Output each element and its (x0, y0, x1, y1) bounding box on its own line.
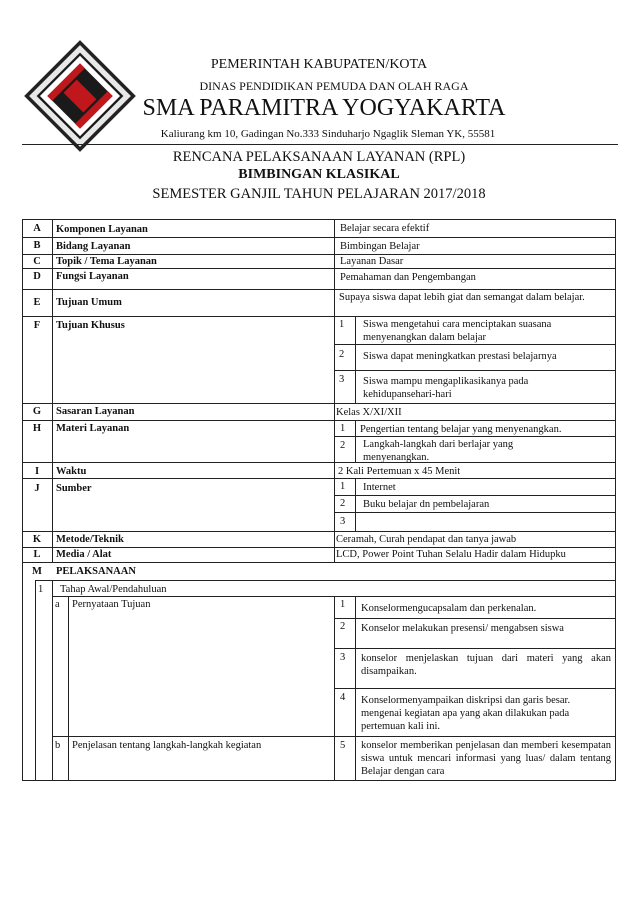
row-h-item-2-number: 2 (340, 440, 346, 451)
step-3-text: konselor menjelaskan tujuan dari materi yang akan disampaikan. (361, 653, 611, 677)
row-i-key: Waktu (56, 466, 87, 477)
row-j-item-1-number: 1 (340, 481, 346, 492)
row-b-value: Bimbingan Belajar (340, 241, 420, 252)
row-k-label: K (32, 534, 42, 545)
row-f-item-3-text: Siswa mampu mengaplikasikanya pada kehidupansehari-hari (363, 376, 529, 400)
row-e-key: Tujuan Umum (56, 297, 122, 308)
row-j-item-3-number: 3 (340, 516, 346, 527)
row-k-value: Ceramah, Curah pendapat dan tanya jawab (336, 534, 517, 545)
step-4-text: Konselormenyampaikan diskripsi dan garis besar. mengenai kegiatan apa yang akan dilakukan pada pertemuan kali ini. (361, 695, 571, 732)
row-j-item-2-text: Buku belajar dn pembelajaran (363, 499, 490, 510)
row-c-key: Topik / Tema Layanan (56, 256, 157, 267)
row-j-item-1-text: Internet (363, 482, 396, 493)
row-j-item-2-number: 2 (340, 498, 346, 509)
row-f-item-2-text: Siswa dapat meningkatkan prestasi belajarnya (363, 351, 557, 362)
row-a-value: Belajar secara efektif (340, 223, 430, 234)
step-1-number: 1 (340, 599, 346, 610)
step-2-number: 2 (340, 621, 346, 632)
doc-subtitle: BIMBINGAN KLASIKAL (238, 167, 400, 182)
row-h-key: Materi Layanan (56, 423, 130, 434)
row-h-item-2-text: Langkah-langkah dari berlajar yang menyenangkan. (363, 439, 514, 463)
row-h-item-1-text: Pengertian tentang belajar yang menyenangkan. (360, 424, 562, 435)
row-f-item-3-number: 3 (339, 374, 345, 385)
row-l-label: L (33, 549, 41, 560)
row-a-label: A (33, 223, 41, 234)
header-address: Kaliurang km 10, Gadingan No.333 Sinduharjo Ngaglik Sleman YK, 55581 (160, 128, 496, 140)
row-g-key: Sasaran Layanan (56, 406, 135, 417)
row-d-label: D (33, 271, 41, 282)
header-divider (22, 144, 618, 145)
stage-title: Tahap Awal/Pendahuluan (60, 584, 167, 595)
step-4-number: 4 (340, 692, 346, 703)
doc-title: RENCANA PELAKSANAAN LAYANAN (RPL) (172, 149, 466, 165)
stage-number: 1 (38, 584, 44, 595)
row-k-key: Metode/Teknik (56, 534, 124, 545)
row-e-value: Supaya siswa dapat lebih giat dan semangat dalam belajar. (339, 292, 585, 303)
step-5-text: konselor memberikan penjelasan dan memberi kesempatan siswa untuk mencari informasi yang luas/ dalam tentang Belajar dengan cara (361, 740, 611, 777)
row-f-label: F (33, 320, 41, 331)
sub-a-title: Pernyataan Tujuan (72, 599, 151, 610)
row-d-key: Fungsi Layanan (56, 271, 129, 282)
row-j-label: J (34, 483, 40, 494)
row-f-key: Tujuan Khusus (56, 320, 125, 331)
step-2-text: Konselor melakukan presensi/ mengabsen siswa (361, 623, 564, 634)
sub-b-title: Penjelasan tentang langkah-langkah kegiatan (72, 740, 262, 751)
row-a-key: Komponen Layanan (56, 224, 148, 235)
sub-a-letter: a (55, 599, 60, 610)
sub-b-letter: b (55, 740, 61, 751)
doc-semester: SEMESTER GANJIL TAHUN PELAJARAN 2017/2018 (152, 186, 486, 202)
row-d-value: Pemahaman dan Pengembangan (340, 272, 476, 283)
row-f-item-1-text: Siswa mengetahui cara menciptakan suasana menyenangkan dalam belajar (363, 319, 552, 343)
header-government: PEMERINTAH KABUPATEN/KOTA (210, 57, 428, 72)
row-g-value: Kelas X/XI/XII (336, 407, 402, 418)
row-f-item-2-number: 2 (339, 349, 345, 360)
row-g-label: G (32, 406, 42, 417)
row-b-label: B (33, 240, 41, 251)
row-l-value: LCD, Power Point Tuhan Selalu Hadir dalam Hidupku (336, 549, 566, 560)
row-m-key: PELAKSANAAN (56, 566, 136, 577)
row-b-key: Bidang Layanan (56, 241, 131, 252)
row-e-label: E (33, 297, 41, 308)
step-5-number: 5 (340, 740, 346, 751)
row-c-value: Layanan Dasar (340, 256, 404, 267)
row-i-label: I (34, 466, 40, 477)
row-f-item-1-number: 1 (339, 319, 345, 330)
row-h-label: H (32, 423, 42, 434)
row-j-key: Sumber (56, 483, 92, 494)
row-m-label: M (32, 566, 42, 577)
step-1-text: Konselormengucapsalam dan perkenalan. (361, 603, 537, 614)
row-h-item-1-number: 1 (340, 423, 346, 434)
row-l-key: Media / Alat (56, 549, 112, 560)
row-i-value: 2 Kali Pertemuan x 45 Menit (338, 466, 461, 477)
header-department: DINAS PENDIDIKAN PEMUDA DAN OLAH RAGA (199, 79, 469, 93)
header-school-name: SMA PARAMITRA YOGYAKARTA (142, 95, 506, 121)
step-3-number: 3 (340, 652, 346, 663)
row-c-label: C (33, 256, 41, 267)
